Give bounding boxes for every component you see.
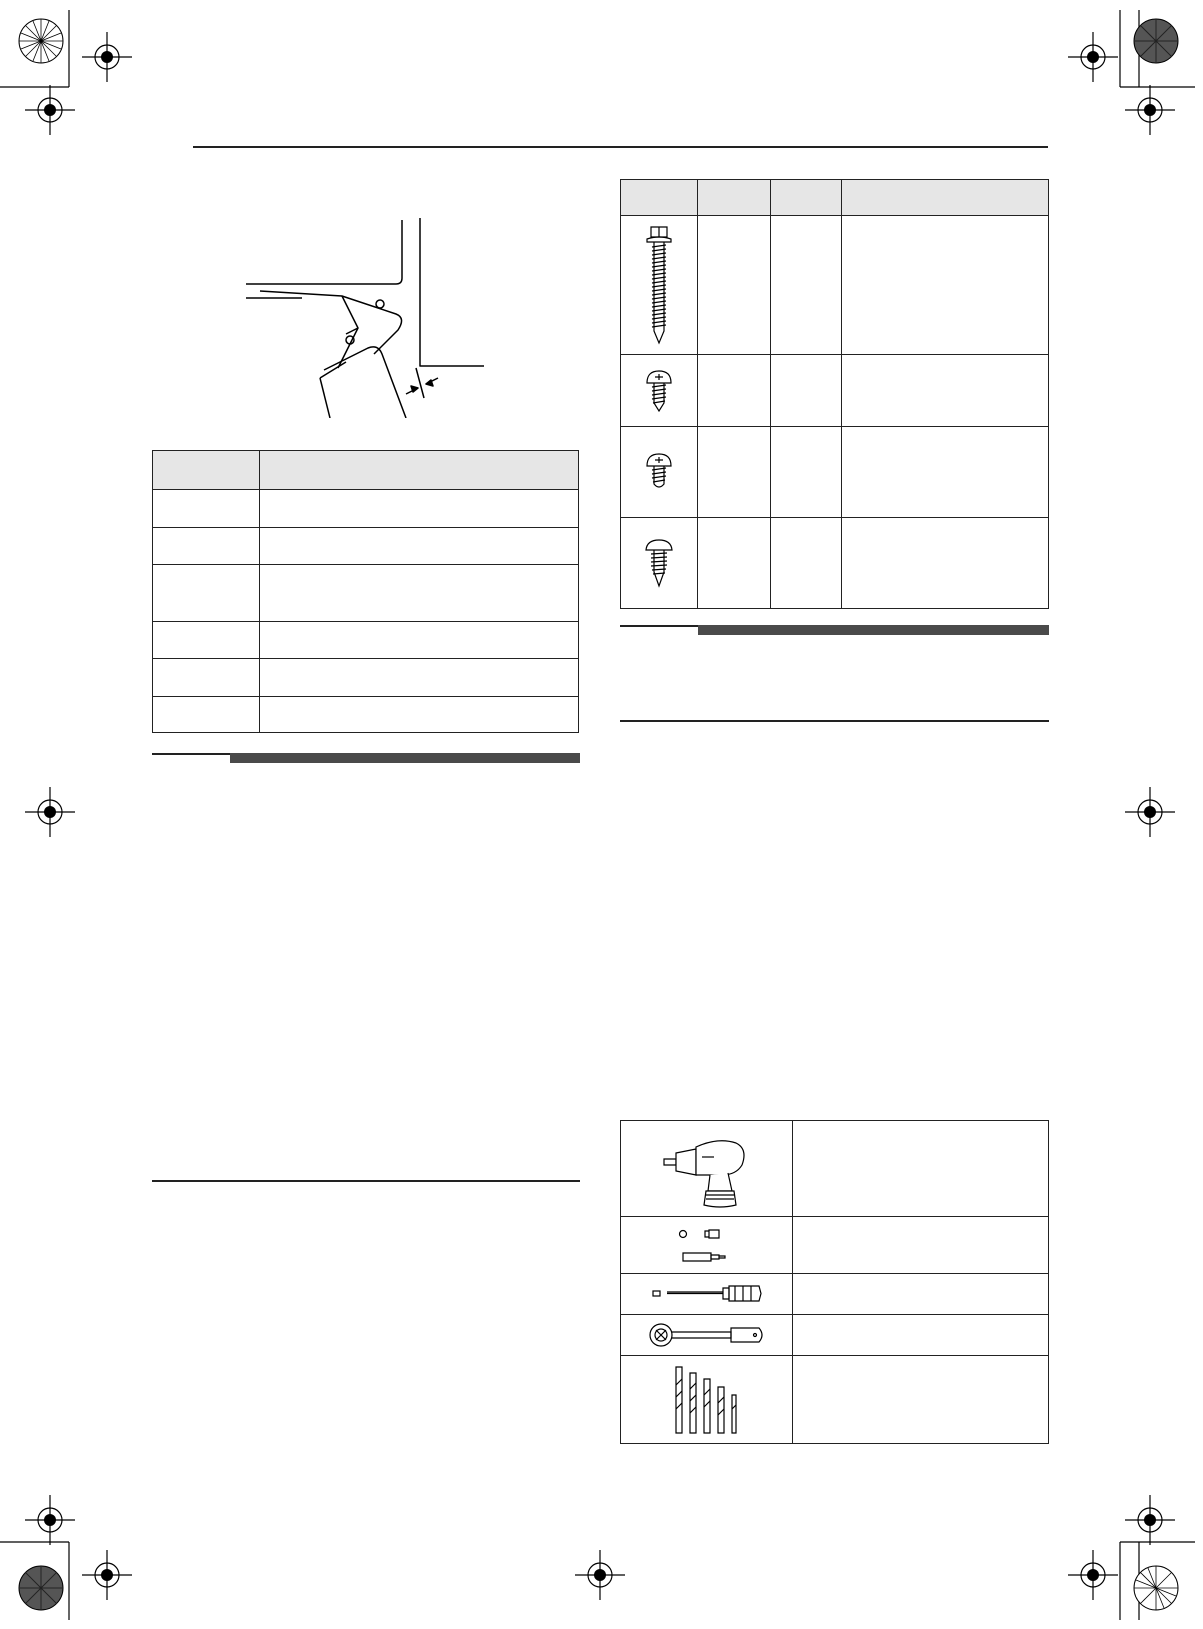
short-pan-head-screw-icon: [645, 452, 673, 492]
table-cell: [793, 1274, 1049, 1315]
table-cell: [153, 565, 260, 622]
table-row: [621, 1315, 1049, 1356]
socket-wrench-icon: [647, 1320, 767, 1350]
drill-bits-icon: [672, 1365, 742, 1435]
table-header-cell: [153, 451, 260, 490]
screws-table: [620, 179, 1049, 609]
table-cell: [621, 427, 698, 518]
header-rule: [193, 146, 1048, 148]
hinge-clearance-diagram: [246, 218, 492, 418]
table-cell: [842, 518, 1049, 609]
table-row: [153, 565, 579, 622]
table-row: [621, 1217, 1049, 1274]
table-cell: [842, 216, 1049, 355]
table-cell: [771, 355, 842, 427]
power-drill-icon: [662, 1129, 752, 1209]
color-wheel-icon: [18, 18, 64, 64]
table-cell: [793, 1315, 1049, 1356]
registration-mark-icon: [25, 787, 75, 837]
table-row: [621, 355, 1049, 427]
table-cell: [771, 216, 842, 355]
table-cell: [842, 427, 1049, 518]
driver-bits-icon: [677, 1225, 737, 1265]
table-header-cell: [771, 180, 842, 216]
table-cell: [153, 622, 260, 659]
table-row: [153, 490, 579, 528]
color-wheel-icon: [1133, 18, 1179, 64]
table-cell: [153, 490, 260, 528]
left-spec-table: [152, 450, 579, 733]
table-cell: [698, 518, 771, 609]
table-row: [621, 518, 1049, 609]
table-cell: [793, 1356, 1049, 1444]
section-divider: [152, 1180, 580, 1182]
table-row: [621, 1356, 1049, 1444]
section-divider: [620, 720, 1049, 722]
tools-table: [620, 1120, 1049, 1444]
section-bar: [698, 625, 1049, 635]
table-cell: [771, 518, 842, 609]
table-cell: [793, 1121, 1049, 1217]
pan-head-screw-icon: [645, 369, 673, 413]
section-rule-thin: [620, 625, 700, 627]
registration-mark-icon: [1125, 85, 1175, 135]
table-cell: [621, 1356, 793, 1444]
registration-mark-icon: [1068, 32, 1118, 82]
table-cell: [621, 1315, 793, 1356]
table-row: [153, 659, 579, 697]
table-cell: [793, 1217, 1049, 1274]
section-rule-thin: [152, 753, 232, 755]
table-cell: [621, 1274, 793, 1315]
table-cell: [698, 427, 771, 518]
table-row: [153, 528, 579, 565]
table-row: [153, 622, 579, 659]
table-header-row: [621, 180, 1049, 216]
registration-mark-icon: [82, 32, 132, 82]
registration-mark-icon: [82, 1550, 132, 1600]
screwdriver-icon: [651, 1283, 763, 1305]
table-header-cell: [260, 451, 579, 490]
table-cell: [698, 216, 771, 355]
registration-mark-icon: [25, 1495, 75, 1545]
section-bar: [230, 753, 580, 763]
table-cell: [260, 565, 579, 622]
registration-mark-icon: [1068, 1550, 1118, 1600]
table-row: [621, 427, 1049, 518]
table-header-cell: [621, 180, 698, 216]
table-cell: [621, 1121, 793, 1217]
table-header-cell: [698, 180, 771, 216]
table-cell: [260, 490, 579, 528]
table-cell: [842, 355, 1049, 427]
table-cell: [698, 355, 771, 427]
registration-mark-icon: [575, 1550, 625, 1600]
table-cell: [260, 659, 579, 697]
table-header-row: [153, 451, 579, 490]
color-wheel-icon: [18, 1565, 64, 1611]
color-wheel-icon: [1133, 1565, 1179, 1611]
table-cell: [153, 528, 260, 565]
table-row: [621, 216, 1049, 355]
table-row: [621, 1121, 1049, 1217]
truss-head-screw-icon: [645, 538, 673, 588]
table-cell: [621, 518, 698, 609]
table-header-cell: [842, 180, 1049, 216]
table-row: [621, 1274, 1049, 1315]
table-cell: [260, 622, 579, 659]
table-cell: [771, 427, 842, 518]
registration-mark-icon: [25, 85, 75, 135]
table-row: [153, 697, 579, 733]
registration-mark-icon: [1125, 787, 1175, 837]
table-cell: [621, 1217, 793, 1274]
table-cell: [621, 355, 698, 427]
table-cell: [153, 659, 260, 697]
table-cell: [260, 697, 579, 733]
table-cell: [260, 528, 579, 565]
table-cell: [621, 216, 698, 355]
registration-mark-icon: [1125, 1495, 1175, 1545]
long-hex-screw-icon: [644, 223, 674, 347]
table-cell: [153, 697, 260, 733]
